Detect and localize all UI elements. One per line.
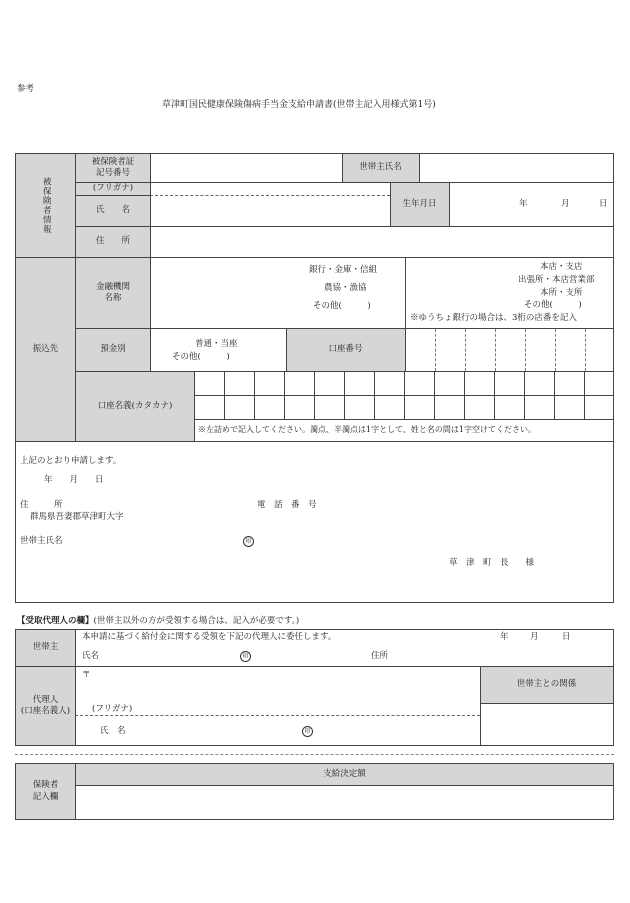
addressee: 草 津 町 長 様 — [449, 558, 535, 568]
institution-label: 金融機関 名称 — [76, 258, 150, 328]
birth-day-label: 日 — [599, 199, 608, 209]
householder-name-input[interactable] — [420, 154, 613, 181]
agent-name-label: 氏 名 — [100, 726, 126, 736]
proxy-householder-label: 世帯主 — [16, 630, 75, 666]
insured-section-label: 被保険者情報 — [41, 177, 52, 234]
address-input[interactable] — [151, 227, 613, 257]
transfer-section-label: 振込先 — [16, 258, 75, 441]
name-label: 氏 名 — [76, 196, 150, 226]
branch-types-2: 出張所・本店営業部 — [518, 275, 595, 285]
proxy-heading-note: (世帯主以外の方が受領する場合は、記入が必要です。) — [93, 616, 300, 626]
section-divider — [15, 754, 614, 755]
declaration-address-label: 住 所 — [20, 500, 63, 510]
birth-year-label: 年 — [519, 199, 528, 209]
deposit-types-2: その他( ) — [172, 352, 230, 362]
proxy-name-label: 氏名 — [82, 651, 100, 661]
address-label: 住 所 — [76, 227, 150, 257]
account-holder-label: 口座名義(カタカナ) — [76, 372, 194, 441]
name-input[interactable] — [151, 196, 389, 226]
delegation-text: 本申請に基づく給付金に関する受領を下記の代理人に委任します。 — [82, 632, 337, 642]
proxy-heading — [17, 616, 299, 627]
yucho-note: ※ゆうちょ銀行の場合は、3桁の店番を記入 — [410, 313, 577, 323]
agent-furigana-label: (フリガナ) — [92, 704, 133, 714]
amount-label: 支給決定額 — [76, 764, 613, 785]
relation-label: 世帯主との関係 — [480, 667, 613, 703]
agent-label: 代理人 (口座名義人) — [16, 667, 75, 745]
branch-types-4: その他( ) — [524, 300, 582, 310]
bank-types-2: 農協・漁協 — [324, 283, 367, 293]
proxy-month-label: 月 — [530, 632, 539, 642]
furigana-input[interactable] — [151, 183, 389, 195]
postal-mark: 〒 — [82, 670, 91, 680]
bank-types-1: 銀行・金庫・信組 — [309, 265, 378, 275]
proxy-day-label: 日 — [562, 632, 571, 642]
declaration-date: 年 月 日 — [44, 475, 104, 485]
birth-month-label: 月 — [561, 199, 570, 209]
agent-seal-icon: 印 — [302, 726, 313, 737]
reference-label: 参考 — [17, 84, 35, 94]
declaration-householder-label: 世帯主氏名 — [20, 536, 63, 546]
declaration-address-value: 群馬県吾妻郡草津町大字 — [30, 512, 124, 522]
card-number-input[interactable] — [151, 154, 341, 181]
branch-types-1: 本店・支店 — [540, 262, 583, 272]
furigana-label: (フリガナ) — [76, 183, 150, 195]
proxy-seal-icon: 印 — [240, 651, 251, 662]
account-number-label: 口座番号 — [286, 329, 405, 371]
bank-types-3: その他( ) — [313, 301, 371, 311]
branch-types-3: 本所・支所 — [540, 288, 583, 298]
card-number-label: 被保険者証 記号番号 — [76, 154, 150, 182]
householder-name-label: 世帯主氏名 — [342, 154, 419, 182]
deposit-type-label: 預金別 — [76, 329, 150, 371]
phone-label: 電 話 番 号 — [257, 500, 317, 510]
amount-input[interactable] — [76, 786, 613, 819]
form-title: 草津町国民健康保険傷病手当金支給申請書(世帯主記入用様式第1号) — [162, 100, 436, 110]
proxy-heading-bold: 【受取代理人の欄】 — [17, 616, 94, 626]
proxy-year-label: 年 — [500, 632, 509, 642]
insurer-section-label: 保険者 記入欄 — [16, 764, 75, 819]
declaration-statement: 上記のとおり申請します。 — [20, 456, 122, 466]
deposit-types-1: 普通・当座 — [195, 339, 238, 349]
declaration-seal-icon: 印 — [243, 536, 254, 547]
birthdate-label: 生年月日 — [390, 183, 449, 226]
katakana-note: ※左詰めで記入してください。濁点、半濁点は1字として、姓と名の間は1字空けてください。 — [198, 425, 537, 434]
insured-section-cell — [16, 154, 75, 257]
proxy-address-label: 住所 — [371, 651, 389, 661]
